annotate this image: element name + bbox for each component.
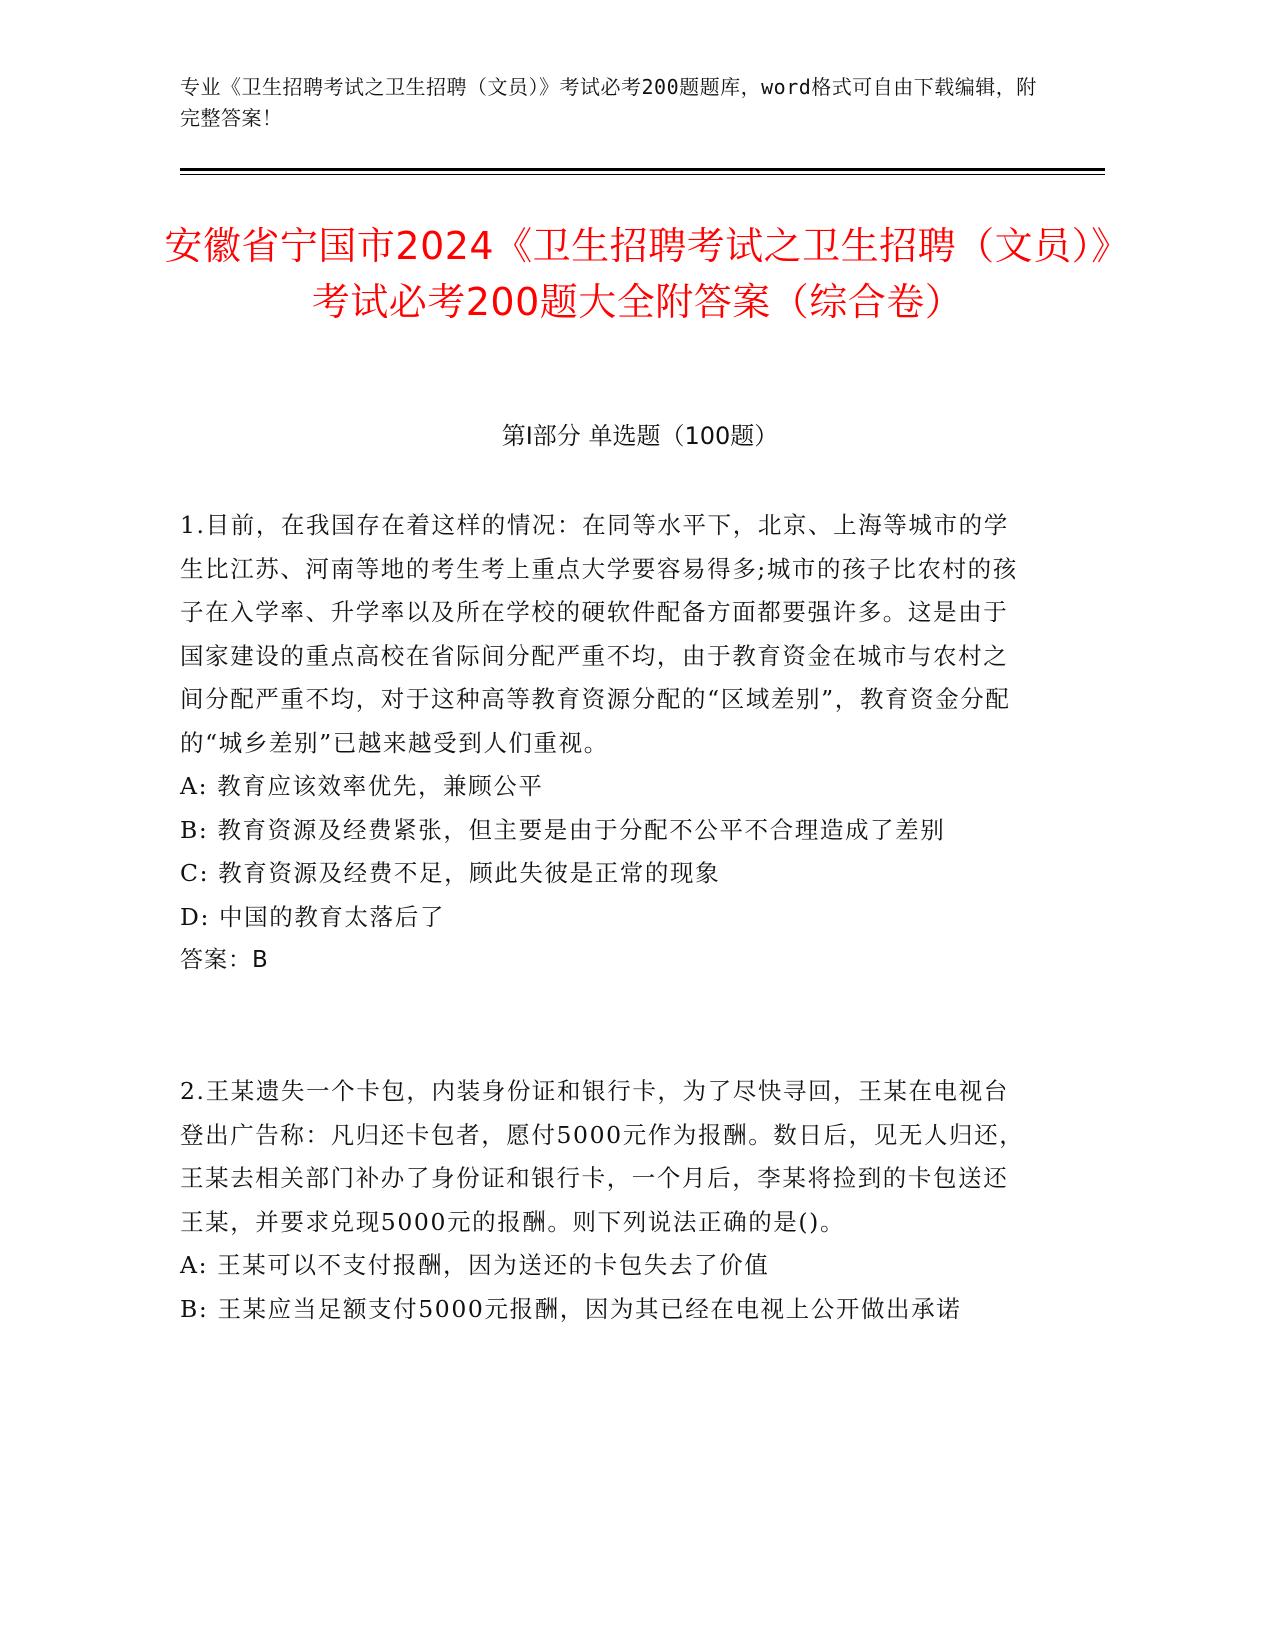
answer: 答案：B [180, 947, 269, 973]
header-rule-thick [180, 168, 1105, 171]
header-rule-thin [180, 174, 1105, 175]
header-note: 专业《卫生招聘考试之卫生招聘（文员）》考试必考200题题库，word格式可自由下载编辑，附完整答案！ [180, 75, 1037, 130]
option-b: B: 教育资源及经费紧张，但主要是由于分配不公平不合理造成了差别 [180, 815, 946, 844]
section-title: 第I部分 单选题（100题） [501, 422, 779, 450]
option-a: A: 教育应该效率优先，兼顾公平 [180, 772, 544, 800]
document-title: 安徽省宁国市2024《卫生招聘考试之卫生招聘（文员）》考试必考200题大全附答案（综合卷） [164, 224, 1111, 324]
question-2 [180, 1070, 1025, 1331]
option-d: D: 中国的教育太落后了 [180, 902, 445, 931]
option-b: B: 王某应当足额支付5000元报酬，因为其已经在电视上公开做出承诺 [180, 1294, 962, 1323]
option-a: A: 王某可以不支付报酬，因为送还的卡包失去了价值 [180, 1251, 770, 1279]
question-1 [180, 504, 1025, 983]
question-stem: 1.目前，在我国存在着这样的情况：在同等水平下，北京、上海等城市的学生比江苏、河南等地的考生考上重点大学要容易得多;城市的孩子比农村的孩子在入学率、升学率以及所在学校的硬软件配备方面都要强许多。这是由于国家建设的重点高校在省际间分配严重不均，由于教育资金在城市与农村之间分配严重不均，对于这种高等教育资源分配的“区域差别”，教育资金分配的“城乡差别”已越来越受到人们重视。 [180, 511, 1018, 757]
question-stem: 2.王某遗失一个卡包，内装身份证和银行卡，为了尽快寻回，王某在电视台登出广告称：凡归还卡包者，愿付5000元作为报酬。数日后，见无人归还，王某去相关部门补办了身份证和银行卡，一个月后，李某将捡到的卡包送还王某，并要求兑现5000元的报酬。则下列说法正确的是()。 [180, 1077, 1025, 1236]
option-c: C: 教育资源及经费不足，顾此失彼是正常的现象 [180, 859, 721, 887]
